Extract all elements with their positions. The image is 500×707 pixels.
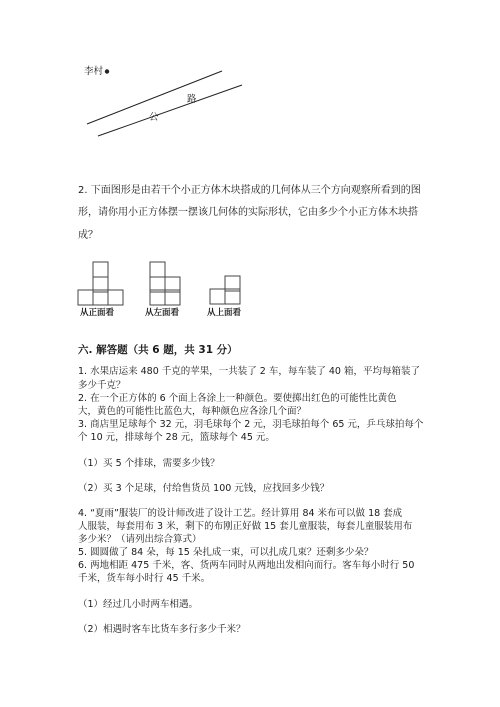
view-label-front: 从正面看	[80, 308, 115, 318]
p4-line-2: 人服装，每套用布 3 米，剩下的布刚正好做 15 套儿童服装，每套儿童服装用布	[78, 521, 413, 532]
p1-line-1: 1. 水果店运来 480 千克的苹果，一共装了 2 车，每车装了 40 箱，平均每箱装了	[78, 366, 420, 377]
p6-line-1: 6. 两地相距 475 千米，客、货两车同时从两地出发相向而行。客车每小时行 50	[78, 560, 415, 571]
p2-line-1: 2. 在一个正方体的 6 个面上各涂上一种颜色。要使掷出红色的可能性比黄色	[78, 393, 397, 404]
p6-line-2: 千米，货车每小时行 45 千米。	[78, 573, 211, 584]
p4-line-3: 多少米？（请列出综合算式）	[78, 534, 202, 545]
road-char-gong: 公	[149, 112, 159, 123]
top-view-figure	[210, 276, 240, 304]
p5-line-1: 5. 圆圆做了 84 朵，每 15 朵扎成一束，可以扎成几束？还剩多少朵？	[78, 547, 374, 558]
p4-line-1: 4. “夏雨”服装厂的设计师改进了设计工艺。经计算用 84 米布可以做 18 套成	[78, 508, 403, 519]
p3-sub-2: （2）买 3 个足球，付给售货员 100 元钱，应找回多少钱？	[78, 483, 330, 494]
front-view-figure	[78, 262, 123, 305]
q2-line-2: 形，请你用小正方体摆一摆该几何体的实际形状，它由多少个小正方体木块搭	[78, 207, 418, 218]
q2-line-1: 2. 下面图形是由若干个小正方体木块搭成的几何体从三个方向观察所看到的图	[78, 185, 421, 196]
view-label-left: 从左面看	[145, 308, 180, 318]
section-6-title: 六. 解答题（共 6 题，共 31 分）	[78, 344, 238, 356]
p3-line-1: 3. 商店里足球每个 32 元，羽毛球每个 2 元，羽毛球拍每个 65 元，乒乓球拍每个	[78, 419, 424, 430]
p6-sub-1: （1）经过几小时两车相遇。	[78, 599, 199, 610]
p6-sub-2: （2）相遇时客车比货车多行多少千米？	[78, 624, 246, 635]
road-char-lu: 路	[187, 94, 197, 105]
village-dot	[105, 69, 109, 73]
p3-sub-1: （1）买 5 个排球，需要多少钱？	[78, 458, 220, 469]
p1-line-2: 多少千克？	[78, 380, 126, 391]
view-label-top: 从上面看	[207, 308, 242, 318]
p2-line-2: 大，黄色的可能性比蓝色大，每种颜色应各涂几个面？	[78, 406, 307, 417]
q2-line-3: 成？	[78, 230, 98, 241]
p3-line-2: 个 10 元，排球每个 28 元，篮球每个 45 元。	[78, 432, 275, 443]
village-label: 李村	[84, 66, 104, 77]
road-edge-lower	[98, 85, 242, 136]
left-view-figure	[150, 262, 180, 305]
